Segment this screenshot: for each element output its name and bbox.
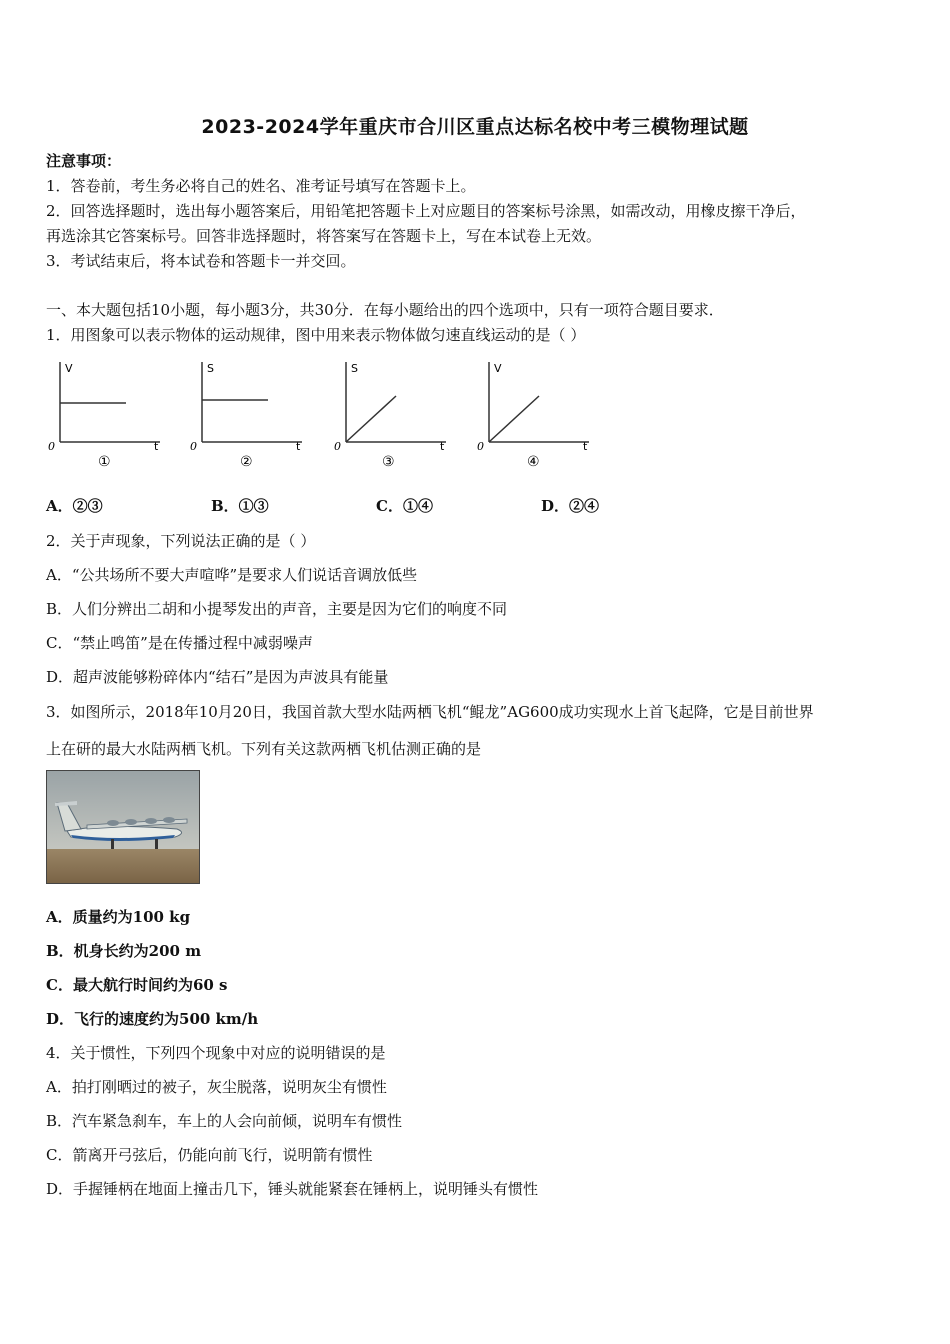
question-3-stem-cont: 上在研的最大水陆两栖飞机。下列有关这款两栖飞机估测正确的是 (46, 740, 482, 758)
origin-label: 0 (190, 440, 197, 453)
option-c: C．“禁止鸣笛”是在传播过程中减弱噪声 (46, 634, 313, 652)
graph-number: ① (98, 454, 111, 470)
y-axis-label: S (207, 362, 214, 375)
option-c: C．箭离开弓弦后，仍能向前飞行，说明箭有惯性 (46, 1146, 373, 1164)
x-axis-label: t (296, 440, 301, 453)
plane-illustration (47, 771, 199, 883)
y-axis-label: V (494, 362, 502, 375)
amphibious-plane-photo (46, 770, 200, 884)
question-3-stem: 3．如图所示，2018年10月20日，我国首款大型水陆两栖飞机“鲲龙”AG600成功实现水上首飞起降，它是目前世界 (46, 703, 814, 721)
x-axis-label: t (583, 440, 588, 453)
option-d: D．手握锤柄在地面上撞击几下，锤头就能紧套在锤柄上，说明锤头有惯性 (46, 1180, 539, 1198)
graph-number: ③ (382, 454, 395, 470)
option-a: A．质量约为100 kg (46, 908, 191, 926)
question-2-stem: 2．关于声现象，下列说法正确的是（ ） (46, 532, 316, 550)
graph-3 (330, 356, 456, 474)
y-axis-label: S (351, 362, 358, 375)
y-axis-label: V (65, 362, 73, 375)
x-axis-label: t (154, 440, 159, 453)
note-item: 2．回答选择题时，选出每小题答案后，用铅笔把答题卡上对应题目的答案标号涂黑，如需改动，用橡皮擦干净后， (46, 202, 806, 220)
origin-label: 0 (48, 440, 55, 453)
graph-line (489, 396, 539, 442)
option-d: D．飞行的速度约为500 km/h (46, 1010, 259, 1028)
option-a: A．拍打刚晒过的被子，灰尘脱落，说明灰尘有惯性 (46, 1078, 387, 1096)
graph-4 (473, 356, 599, 474)
option-a: A．②③ (46, 497, 103, 515)
option-d: D．超声波能够粉碎体内“结石”是因为声波具有能量 (46, 668, 389, 686)
graph-2 (186, 356, 312, 474)
origin-label: 0 (334, 440, 341, 453)
option-d: D．②④ (541, 497, 600, 515)
graph-number: ④ (527, 454, 540, 470)
option-b: B．机身长约为200 m (46, 942, 202, 960)
question-1-stem: 1．用图象可以表示物体的运动规律，图中用来表示物体做匀速直线运动的是（ ） (46, 326, 586, 344)
option-b: B．①③ (211, 497, 269, 515)
notes-heading: 注意事项： (46, 152, 122, 170)
note-item: 3．考试结束后，将本试卷和答题卡一并交回。 (46, 252, 356, 270)
option-b: B．人们分辨出二胡和小提琴发出的声音，主要是因为它们的响度不同 (46, 600, 508, 618)
x-axis-label: t (440, 440, 445, 453)
option-a: A．“公共场所不要大声喧哗”是要求人们说话音调放低些 (46, 566, 418, 584)
option-b: B．汽车紧急刹车，车上的人会向前倾，说明车有惯性 (46, 1112, 403, 1130)
question-4-stem: 4．关于惯性，下列四个现象中对应的说明错误的是 (46, 1044, 386, 1062)
graph-number: ② (240, 454, 253, 470)
graph-1 (44, 356, 170, 474)
note-item: 1．答卷前，考生务必将自己的姓名、准考证号填写在答题卡上。 (46, 177, 476, 195)
section-heading: 一、本大题包括10小题，每小题3分，共30分．在每小题给出的四个选项中，只有一项符合题目要求． (46, 301, 724, 319)
option-c: C．最大航行时间约为60 s (46, 976, 228, 994)
option-c: C．①④ (376, 497, 433, 515)
origin-label: 0 (477, 440, 484, 453)
graph-line (346, 396, 396, 442)
note-item: 再选涂其它答案标号。回答非选择题时，将答案写在答题卡上，写在本试卷上无效。 (46, 227, 602, 245)
page-title: 2023-2024学年重庆市合川区重点达标名校中考三模物理试题 (201, 116, 749, 138)
